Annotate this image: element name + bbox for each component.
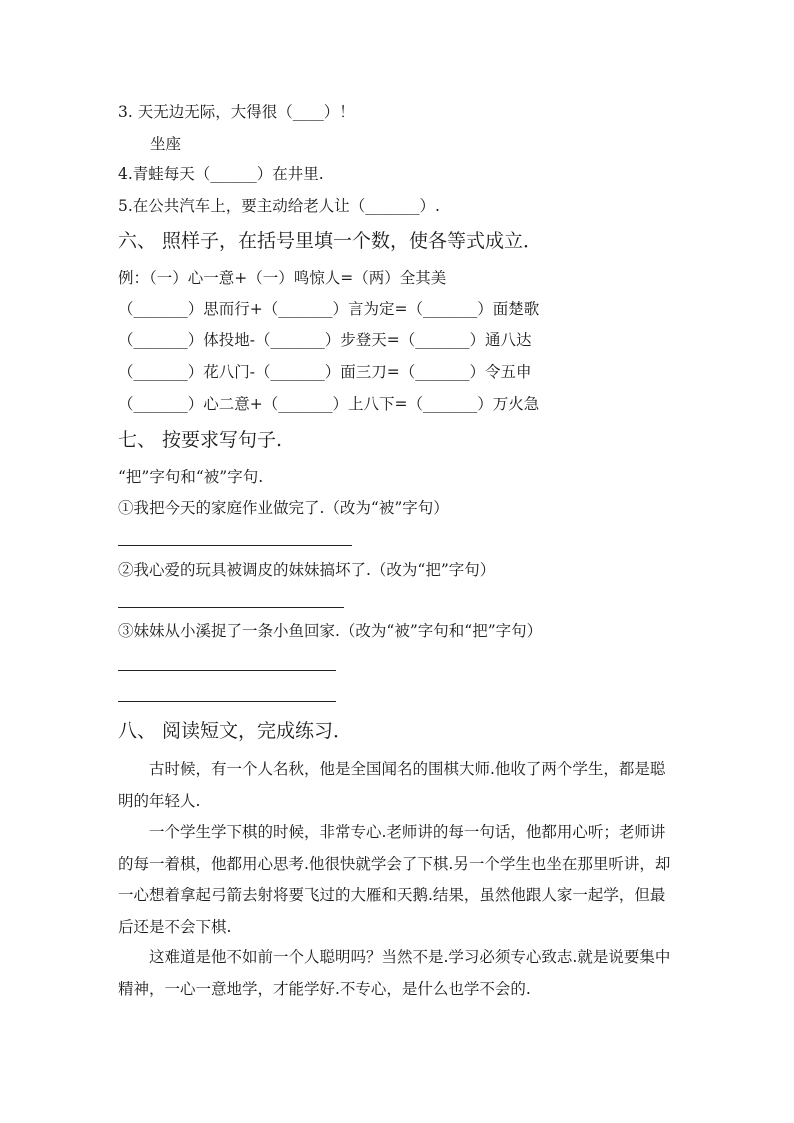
section-6-example: 例：（一）心一意+（一）鸣惊人=（两）全其美 [118, 269, 447, 287]
section-7-subheading: “把”字句和“被”字句. [118, 468, 264, 486]
answer-line [118, 670, 336, 671]
question-3: ③妹妹从小溪捉了一条小鱼回家.（改为“被”字句和“把”字句） [118, 622, 543, 640]
word-options: 坐座 [150, 135, 182, 153]
question-1: ①我把今天的家庭作业做完了.（改为“被”字句） [118, 499, 449, 517]
equation-row: （_______）心二意+（_______）上八下=（_______）万火急 [118, 395, 540, 413]
reading-paragraph: 这难道是他不如前一个人聪明吗？当然不是.学习必须专心致志.就是说要集中精神，一心一意地学，才能学好.不专心，是什么也学不会的. [118, 948, 671, 998]
answer-line [118, 607, 344, 608]
fill-in-item-3: 3. 天无边无际，大得很（____）！ [118, 103, 355, 121]
reading-paragraph: 一个学生学下棋的时候，非常专心.老师讲的每一句话，他都用心听；老师讲的每一着棋，他都用心思考.他很快就学会了下棋.另一个学生也坐在那里听讲，却一心想着拿起弓箭去射将要飞过的大雁和天鹅.结果，虽然他跟人家一起学，但最后还是不会下棋. [118, 823, 671, 936]
section-8-heading: 八、 阅读短文，完成练习． [118, 720, 353, 742]
answer-line [118, 545, 352, 546]
fill-in-item-5: 5.在公共汽车上，要主动给老人让（_______）. [118, 197, 440, 215]
section-6-heading: 六、 照样子，在括号里填一个数，使各等式成立． [118, 230, 543, 252]
answer-line [118, 701, 336, 702]
reading-paragraph: 古时候，有一个人名秋，他是全国闻名的围棋大师.他收了两个学生，都是聪明的年轻人. [118, 760, 666, 810]
equation-row: （_______）思而行+（_______）言为定=（_______）面楚歌 [118, 300, 540, 318]
section-7-heading: 七、 按要求写句子. [118, 429, 283, 451]
equation-row: （_______）体投地-（_______）步登天=（_______）通八达 [118, 331, 532, 349]
equation-row: （_______）花八门-（_______）面三刀=（_______）令五申 [118, 363, 532, 381]
fill-in-item-4: 4.青蛙每天（______）在井里. [118, 165, 324, 183]
question-2: ②我心爱的玩具被调皮的妹妹搞坏了.（改为“把”字句） [118, 561, 496, 579]
